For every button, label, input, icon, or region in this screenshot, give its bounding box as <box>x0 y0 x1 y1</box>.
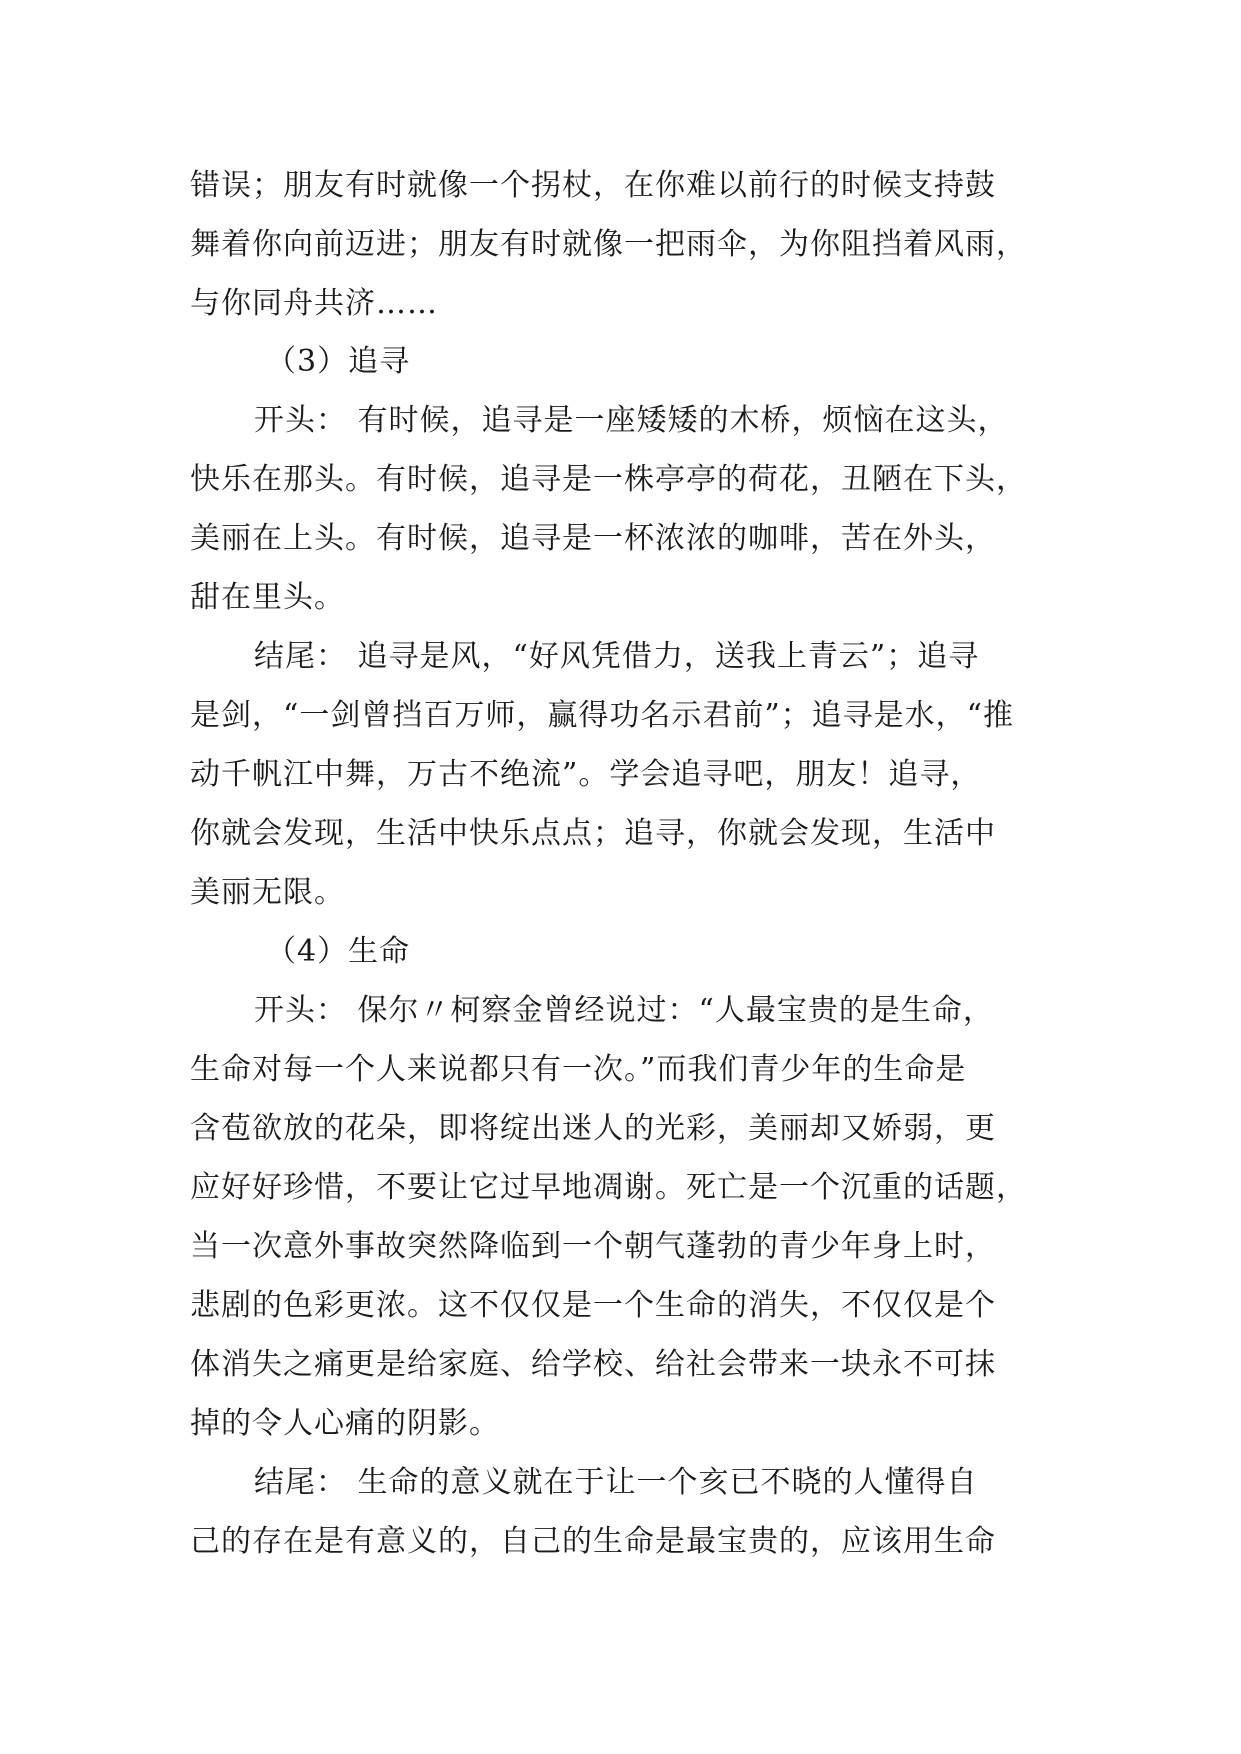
text-line: 美丽无限。 <box>190 875 345 910</box>
text-line: 美丽在上头。有时候，追寻是一杯浓浓的咖啡，苦在外头， <box>190 521 996 556</box>
text-line: 快乐在那头。有时候，追寻是一株亭亭的荷花，丑陋在下头， <box>190 462 1027 497</box>
text-line: 含苞欲放的花朵，即将绽出迷人的光彩，美丽却又娇弱，更 <box>190 1111 996 1146</box>
text-line: 应好好珍惜，不要让它过早地凋谢。死亡是一个沉重的话题， <box>190 1170 1027 1205</box>
text-line: 是剑，“一剑曾挡百万师，赢得功名示君前”；追寻是水，“推 <box>190 698 1015 733</box>
paragraph-start-line: 开头： 保尔〃柯察金曾经说过：“人最宝贵的是生命， <box>254 993 994 1028</box>
text-line: 动千帆江中舞，万古不绝流”。学会追寻吧，朋友！追寻， <box>190 757 982 792</box>
text-line: 悲剧的色彩更浓。这不仅仅是一个生命的消失，不仅仅是个 <box>190 1288 996 1323</box>
text-line: 己的存在是有意义的，自己的生命是最宝贵的，应该用生命 <box>190 1524 996 1559</box>
paragraph-start-line: 开头： 有时候，追寻是一座矮矮的木桥，烦恼在这头， <box>254 403 1009 438</box>
text-line: 甜在里头。 <box>190 580 345 615</box>
section-heading: （3）追寻 <box>266 344 411 379</box>
text-line: 体消失之痛更是给家庭、给学校、给社会带来一块永不可抹 <box>190 1347 996 1382</box>
text-line: 当一次意外事故突然降临到一个朝气蓬勃的青少年身上时， <box>190 1229 996 1264</box>
paragraph-start-line: 结尾： 追寻是风，“好风凭借力，送我上青云”；追寻 <box>254 639 980 674</box>
text-line: 舞着你向前迈进；朋友有时就像一把雨伞，为你阻挡着风雨， <box>190 227 1027 262</box>
paragraph-start-line: 结尾： 生命的意义就在于让一个亥已不晓的人懂得自 <box>254 1465 978 1500</box>
text-line: 生命对每一个人来说都只有一次。”而我们青少年的生命是 <box>190 1052 967 1087</box>
text-line: 掉的令人心痛的阴影。 <box>190 1406 500 1441</box>
section-heading: （4）生命 <box>266 934 411 969</box>
text-line: 与你同舟共济…… <box>190 286 438 321</box>
text-line: 你就会发现，生活中快乐点点；追寻，你就会发现，生活中 <box>190 816 996 851</box>
text-line: 错误；朋友有时就像一个拐杖，在你难以前行的时候支持鼓 <box>190 168 996 203</box>
